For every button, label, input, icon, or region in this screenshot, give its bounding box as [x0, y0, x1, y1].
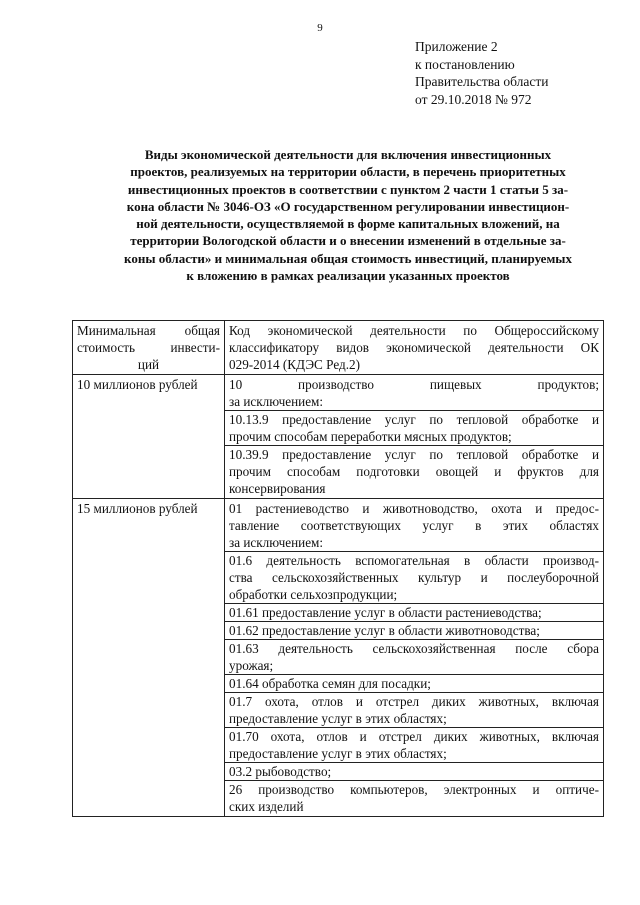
activity-entry [229, 622, 599, 639]
table-header-row [73, 321, 604, 375]
activity-table [72, 320, 604, 817]
activity-entry-line: консервирования [229, 481, 326, 496]
activity-entry-line: предоставление услуг в этих областях; [229, 711, 447, 726]
header-text: классификатору видов экономической деятельности ОК [229, 340, 599, 355]
activity-entry [229, 728, 599, 762]
activity-entry-line: 03.2 рыбоводство; [229, 764, 332, 779]
title-line: Виды экономической деятельности для включения инвестиционных [144, 147, 552, 162]
activity-entry-line: 10 производство пищевых продуктов; [229, 377, 599, 392]
activity-entry-line: 01.64 обработка семян для посадки; [229, 676, 431, 691]
table-row [73, 499, 604, 817]
title-line: проектов, реализуемых на территории области, в перечень приоритетных [130, 164, 566, 180]
activity-entry-line: прочим способам переработки мясных продуктов; [229, 429, 512, 444]
amount-cell [73, 499, 225, 817]
entries-cell [225, 375, 604, 499]
activity-entry-line: 10.13.9 предоставление услуг по тепловой обработке и [229, 412, 599, 427]
activity-entry [229, 446, 599, 497]
activity-entry-line: 01.61 предоставление услуг в области растениеводства; [229, 605, 542, 620]
activity-entry-line: за исключением: [229, 535, 324, 550]
activity-entry-line: прочим способам подготовки овощей и фруктов для [229, 464, 599, 479]
title-line: территории Вологодской области и о внесении изменений в отдельные за- [130, 233, 566, 249]
appendix-header [415, 38, 548, 108]
activity-entry [229, 693, 599, 727]
activity-entry-line: 10.39.9 предоставление услуг по тепловой обработке и [229, 447, 599, 462]
header-text: Код экономической деятельности по Общероссийскому [229, 323, 599, 338]
header-min-cost [73, 321, 225, 375]
activity-entry-line: 26 производство компьютеров, электронных и оптиче- [229, 782, 599, 797]
activity-entry [229, 604, 599, 621]
amount-text: 15 миллионов рублей [77, 501, 198, 516]
header-text: 029-2014 (КДЭС Ред.2) [229, 357, 360, 372]
activity-entry-line: 01.6 деятельность вспомогательная в области производ- [229, 553, 599, 568]
activity-entry-line: 01.7 охота, отлов и отстрел диких животных, включая [229, 694, 599, 709]
activity-entry [229, 552, 599, 603]
activity-entry [229, 675, 599, 692]
appendix-line: к постановлению [415, 56, 515, 72]
activity-entry-line: 01.63 деятельность сельскохозяйственная после сбора [229, 641, 599, 656]
activity-entry [229, 781, 599, 815]
header-text: стоимость инвести- [77, 340, 220, 355]
activity-entry-line: 01 растениеводство и животноводство, охота и предос- [229, 501, 599, 516]
activity-entry-line: за исключением: [229, 394, 324, 409]
amount-cell [73, 375, 225, 499]
title-line: коны области» и минимальная общая стоимость инвестиций, планируемых [124, 250, 572, 266]
activity-entry [229, 376, 599, 410]
header-activity-code [225, 321, 604, 375]
activity-entry-line: 01.70 охота, отлов и отстрел диких животных, включая [229, 729, 599, 744]
table-row [73, 375, 604, 499]
title-line: инвестиционных проектов в соответствии с пунктом 2 части 1 статьи 5 за- [127, 181, 569, 197]
appendix-line: Правительства области [415, 74, 549, 89]
header-text: ций [137, 357, 160, 372]
activity-entry-line: тавление соответствующих услуг в этих областях [229, 518, 599, 533]
activity-entry-line: ских изделий [229, 799, 304, 814]
entries-cell [225, 499, 604, 817]
activity-entry [229, 411, 599, 445]
activity-entry [229, 500, 599, 551]
activity-entry-line: ства сельскохозяйственных культур и послеуборочной [229, 570, 599, 585]
activity-entry-line: обработки сельхозпродукции; [229, 587, 398, 602]
title-line: ной деятельности, осуществляемой в форме капитальных вложений, на [136, 216, 560, 232]
activity-entry [229, 640, 599, 674]
activity-entry-line: урожая; [229, 658, 274, 673]
title-line: к вложению в рамках реализации указанных проектов [186, 268, 510, 284]
header-text: Минимальная общая [77, 323, 220, 338]
activity-entry [229, 763, 599, 780]
page-number: 9 [317, 22, 323, 34]
title-line: кона области № 3046-ОЗ «О государственном регулировании инвестицион- [126, 198, 570, 214]
appendix-line: Приложение 2 [415, 39, 498, 54]
document-title [92, 146, 604, 284]
amount-text: 10 миллионов рублей [77, 377, 198, 392]
activity-entry-line: предоставление услуг в этих областях; [229, 746, 447, 761]
activity-entry-line: 01.62 предоставление услуг в области животноводства; [229, 623, 540, 638]
appendix-line: от 29.10.2018 № 972 [415, 91, 532, 107]
